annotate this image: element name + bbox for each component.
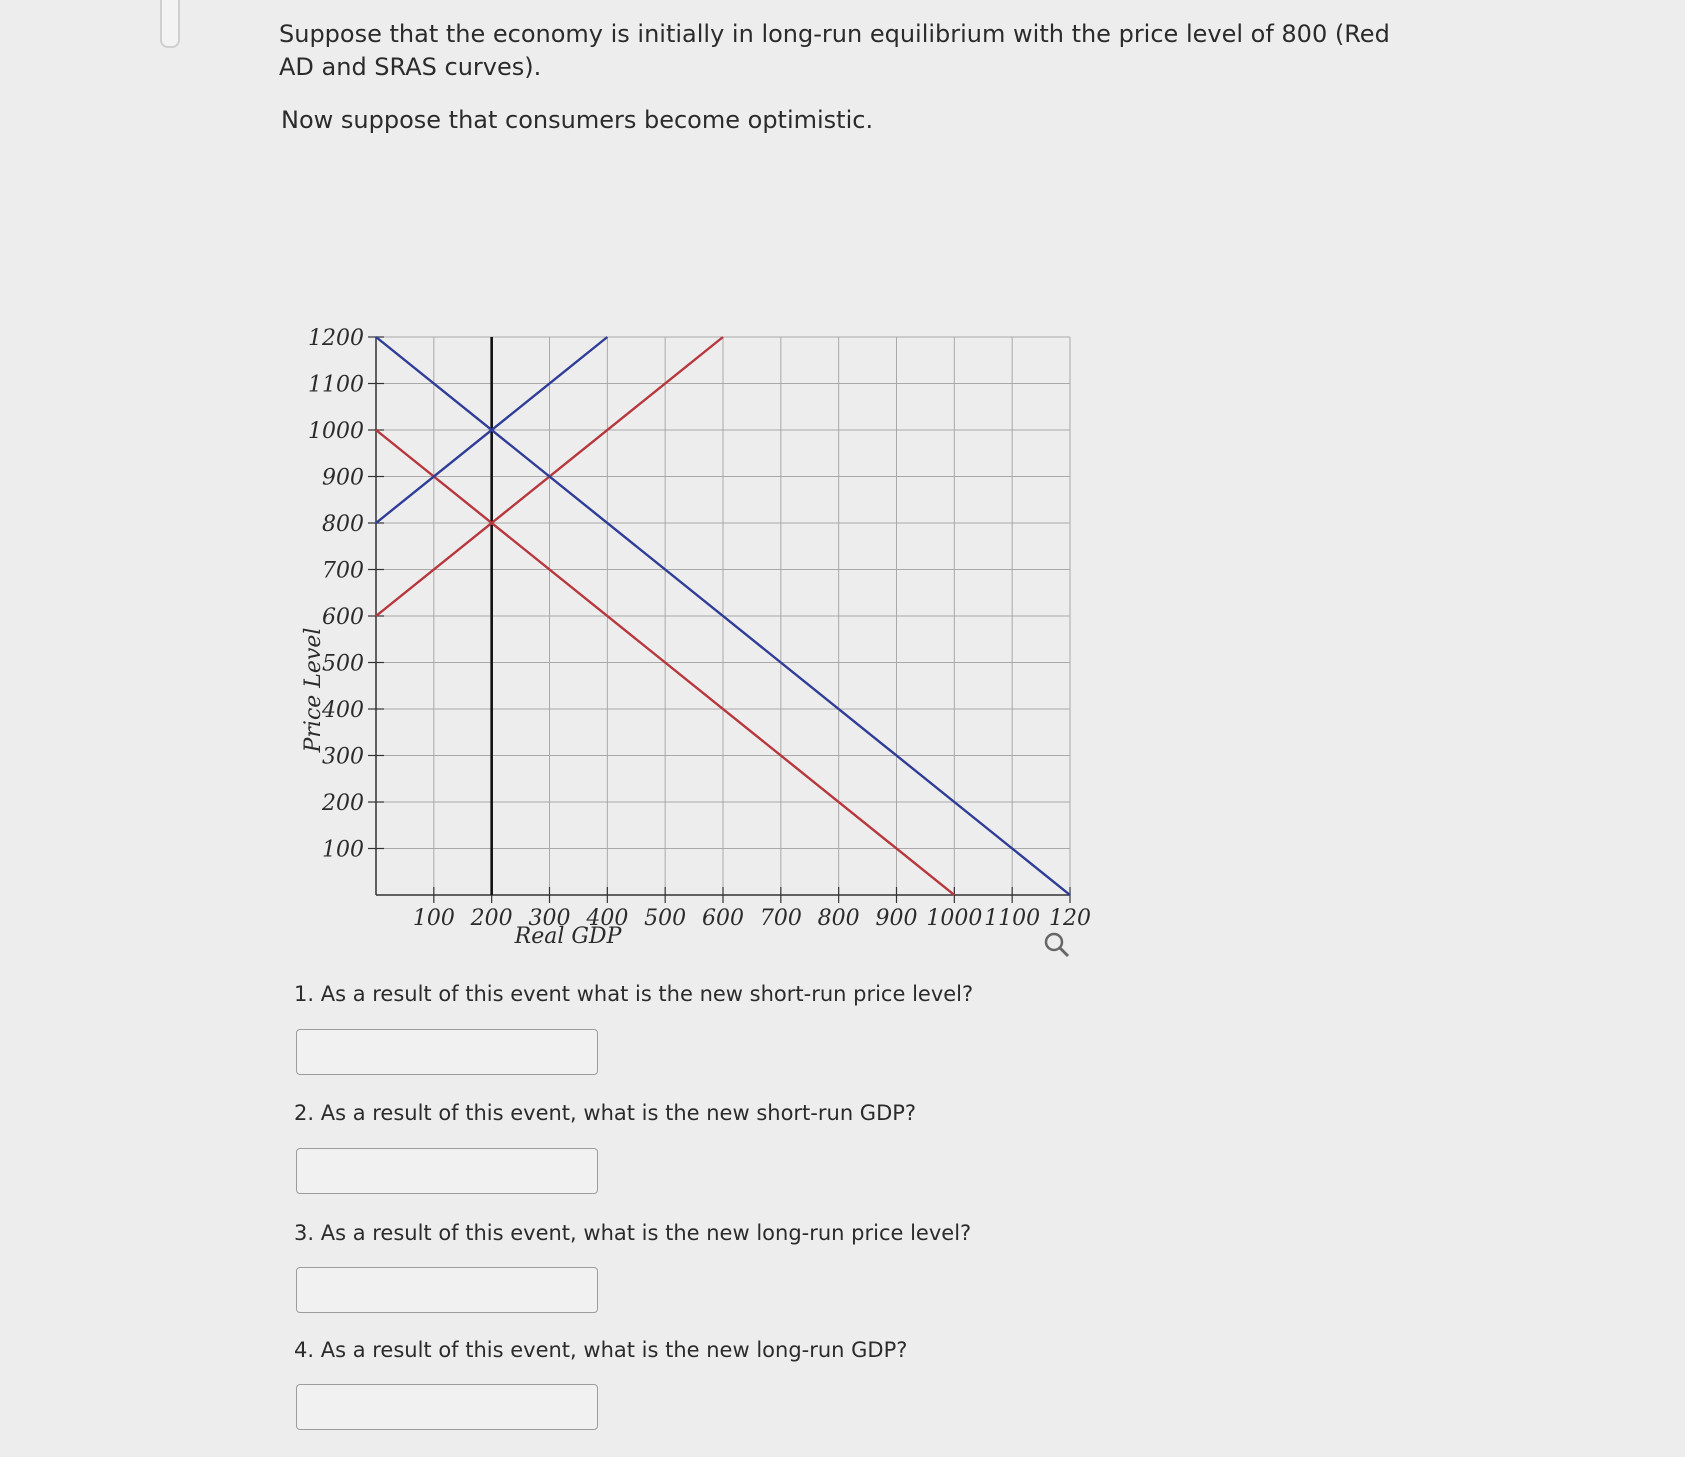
question-3: 3. As a result of this event, what is the new long-run price level? xyxy=(294,1221,972,1245)
x-tick-label: 800 xyxy=(817,906,860,931)
answer-input-2[interactable] xyxy=(296,1148,598,1194)
answer-input-1[interactable] xyxy=(296,1029,598,1075)
y-tick-label: 1200 xyxy=(308,326,364,351)
chart xyxy=(290,160,1090,964)
y-tick-label: 500 xyxy=(322,651,364,677)
x-tick-label: 900 xyxy=(875,906,918,931)
x-tick-label: 1100 xyxy=(984,906,1041,931)
x-tick-label: 300 xyxy=(528,906,571,931)
ad-as-chart xyxy=(290,160,1090,960)
y-tick-label: 600 xyxy=(322,605,364,630)
page-tab-edge xyxy=(160,0,180,48)
intro-text-2: Now suppose that consumers become optimistic. xyxy=(281,106,874,134)
x-axis-label: Real GDP xyxy=(514,924,622,949)
answer-input-3[interactable] xyxy=(296,1267,598,1313)
question-1: 1. As a result of this event what is the new short-run price level? xyxy=(294,982,974,1006)
x-tick-label: 400 xyxy=(586,906,629,931)
question-2: 2. As a result of this event, what is the new short-run GDP? xyxy=(294,1101,917,1125)
x-tick-label: 600 xyxy=(702,906,744,931)
zoom-icon[interactable] xyxy=(1042,930,1072,960)
y-tick-label: 800 xyxy=(322,512,364,537)
answer-input-4[interactable] xyxy=(296,1384,598,1430)
question-4: 4. As a result of this event, what is the new long-run GDP? xyxy=(294,1338,908,1362)
x-tick-label: 120 xyxy=(1049,906,1090,931)
y-tick-label: 400 xyxy=(322,698,364,723)
x-tick-label: 1000 xyxy=(926,906,983,931)
y-tick-label: 900 xyxy=(322,465,364,491)
x-tick-label: 200 xyxy=(470,906,513,931)
intro-text: Suppose that the economy is initially in long-run equilibrium with the price level of 800 (Red AD and SRAS curves). xyxy=(279,20,1390,81)
y-tick-label: 200 xyxy=(322,791,364,816)
x-tick-label: 700 xyxy=(759,906,802,931)
y-tick-label: 100 xyxy=(322,837,364,863)
y-axis-label: Price Level xyxy=(301,627,326,753)
x-tick-label: 500 xyxy=(644,906,687,931)
y-tick-label: 1000 xyxy=(308,419,364,444)
y-tick-label: 300 xyxy=(322,744,364,770)
x-tick-label: 100 xyxy=(412,906,455,931)
y-tick-label: 1100 xyxy=(308,372,364,398)
y-tick-label: 700 xyxy=(322,558,364,584)
